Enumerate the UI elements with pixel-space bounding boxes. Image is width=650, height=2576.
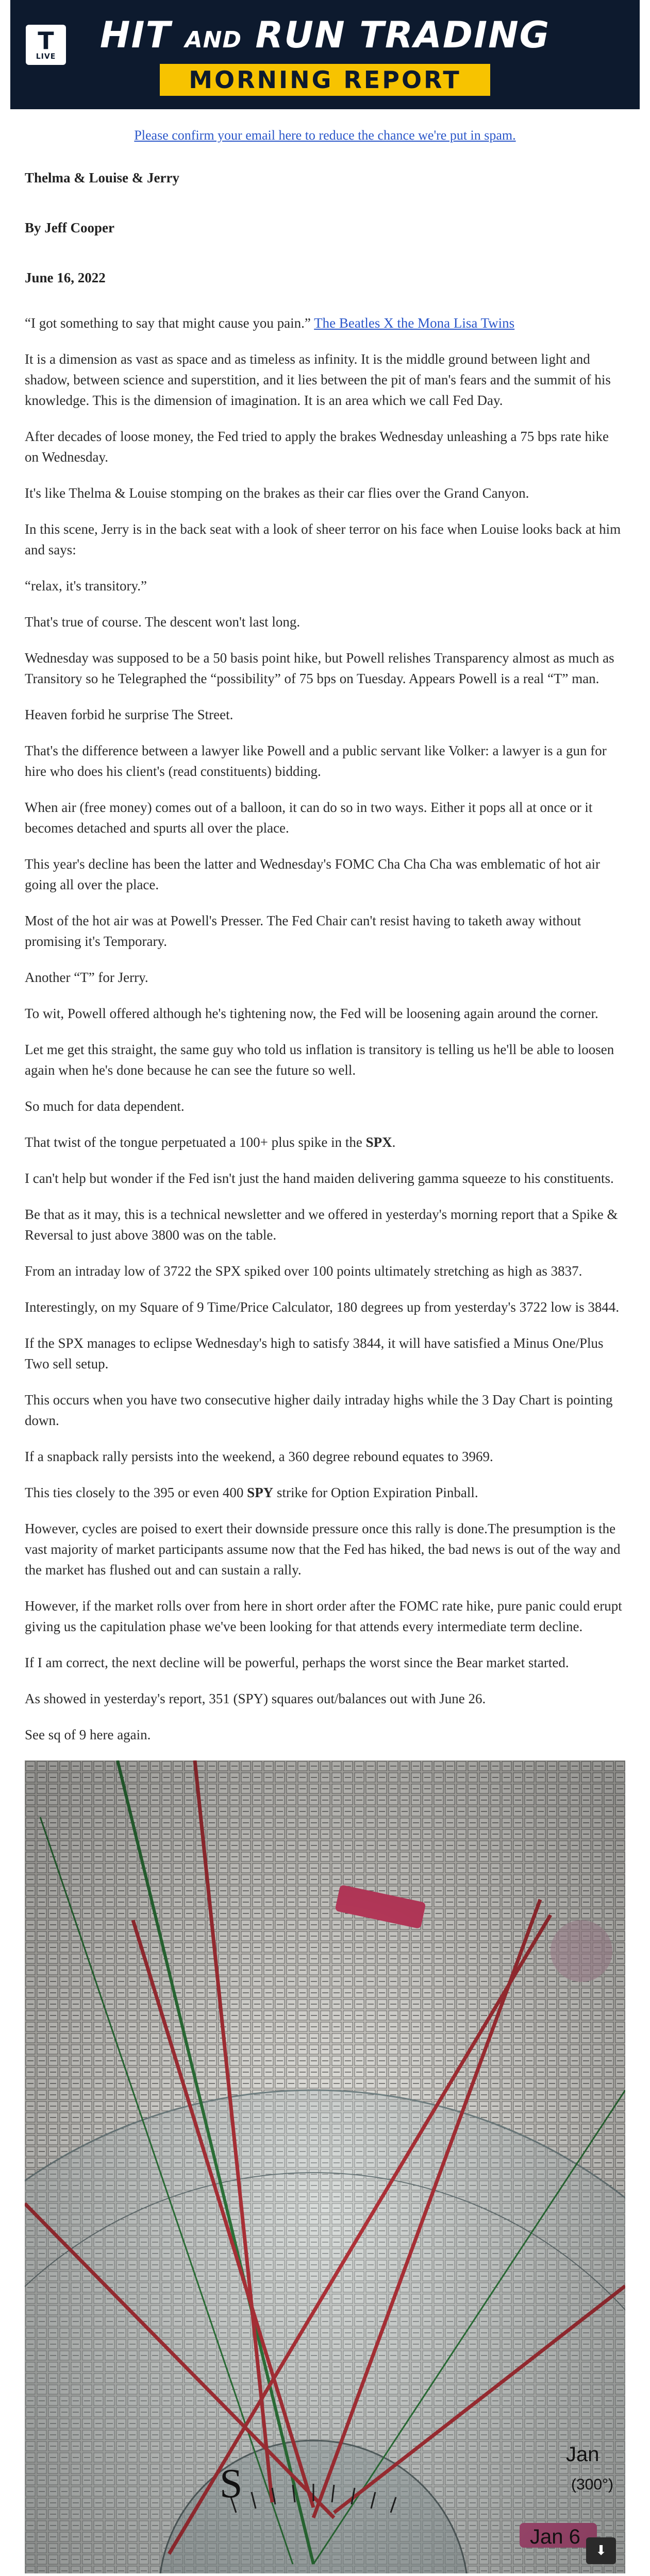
- confirm-email-section: [0, 128, 650, 143]
- body-paragraph: Another “T” for Jerry.: [25, 970, 148, 985]
- body-paragraph: It's like Thelma & Louise stomping on the brakes as their car flies over the Grand Canyon.: [25, 485, 529, 501]
- body-paragraph: “relax, it's transitory.”: [25, 578, 147, 594]
- square-of-nine-photo: [25, 1760, 625, 2573]
- body-paragraph: In this scene, Jerry is in the back seat with a look of sheer terror on his face when Louise looks back at him and says:: [25, 521, 621, 557]
- body-paragraph: If the SPX manages to eclipse Wednesday's high to satisfy 3844, it will have satisfied a Minus One/Plus Two sell setup.: [25, 1335, 604, 1371]
- body-paragraph: If I am correct, the next decline will be powerful, perhaps the worst since the Bear market started.: [25, 1655, 569, 1670]
- body-paragraph: That's true of course. The descent won't last long.: [25, 614, 301, 630]
- body-paragraph: However, cycles are poised to exert their downside pressure once this rally is done.The presumption is the vast majority of market participants assume now that the Fed has hiked, the bad news is out of the way and the market has flushed out and can sustain a rally.: [25, 1521, 621, 1578]
- quote-link[interactable]: The Beatles X the Mona Lisa Twins: [314, 315, 515, 331]
- spy-text-pre: This ties closely to the 395 or even 400: [25, 1485, 247, 1500]
- brand-word-hit: HIT: [99, 14, 172, 56]
- body-paragraph: When air (free money) comes out of a balloon, it can do so in two ways. Either it pops all at once or it becomes detached and spurts all over the place.: [25, 800, 593, 836]
- paragraph-group-2: [25, 1168, 625, 1467]
- logo-letter: T: [38, 27, 54, 55]
- body-paragraph: Heaven forbid he surprise The Street.: [25, 707, 234, 722]
- brand-subtitle: MORNING REPORT: [160, 64, 490, 96]
- body-paragraph: If a snapback rally persists into the weekend, a 360 degree rebound equates to 3969.: [25, 1449, 493, 1464]
- spx-bold: SPX: [365, 1134, 392, 1150]
- paragraph-group-3: [25, 1518, 625, 1745]
- tlive-logo: [26, 25, 66, 65]
- body-paragraph: Be that as it may, this is a technical newsletter and we offered in yesterday's morning report that a Spike & Reversal to just above 3800 was on the table.: [25, 1207, 618, 1243]
- article: [0, 170, 650, 2576]
- body-paragraph: As showed in yesterday's report, 351 (SPY) squares out/balances out with June 26.: [25, 1691, 486, 1706]
- body-paragraph: After decades of loose money, the Fed tried to apply the brakes Wednesday unleashing a 75 bps rate hike on Wednesday.: [25, 429, 609, 465]
- brand: [100, 13, 550, 96]
- body-paragraph: This year's decline has been the latter and Wednesday's FOMC Cha Cha Cha was emblematic of hot air going all over the place.: [25, 856, 601, 892]
- photo-label-jan6: Jan 6: [530, 2526, 580, 2548]
- article-byline: By Jeff Cooper: [25, 220, 114, 235]
- brand-word-run-trading: RUN TRADING: [255, 14, 551, 56]
- photo-label-jan: Jan: [566, 2443, 599, 2466]
- body-paragraph: However, if the market rolls over from here in short order after the FOMC rate hike, pure panic could erupt giving us the capitulation phase we've been looking for that attends every intermediate term decline.: [25, 1598, 622, 1634]
- spy-bold: SPY: [247, 1485, 274, 1500]
- square-of-nine-drawing: [25, 1760, 625, 2573]
- quote-text: “I got something to say that might cause you pain.”: [25, 315, 314, 331]
- body-paragraph: Most of the hot air was at Powell's Presser. The Fed Chair can't resist having to taketh away without promising it's Temporary.: [25, 913, 581, 949]
- body-paragraph: This occurs when you have two consecutive higher daily intraday highs while the 3 Day Chart is pointing down.: [25, 1392, 613, 1428]
- body-paragraph: So much for data dependent.: [25, 1098, 185, 1114]
- photo-label-s: S: [220, 2461, 243, 2506]
- brand-word-and: AND: [185, 27, 242, 53]
- confirm-email-link[interactable]: Please confirm your email here to reduce the chance we're put in spam.: [134, 128, 516, 143]
- spy-paragraph: [25, 1482, 625, 1503]
- spx-text-post: .: [392, 1134, 396, 1150]
- body-paragraph: That's the difference between a lawyer like Powell and a public servant like Volker: a lawyer is a gun for hire who does his client's (read constituents) bidding.: [25, 743, 607, 779]
- body-paragraph: It is a dimension as vast as space and as timeless as infinity. It is the middle ground between light and shadow, between science and superstition, and it lies between the pit of man's fears and the summit of his knowledge. This is the dimension of imagination. It is an area which we call Fed Day.: [25, 351, 611, 408]
- body-paragraph: See sq of 9 here again.: [25, 1727, 151, 1742]
- body-paragraph: Interestingly, on my Square of 9 Time/Price Calculator, 180 degrees up from yesterday's 3722 low is 3844.: [25, 1299, 620, 1315]
- photo-label-300: (300°): [571, 2476, 614, 2493]
- spx-text-pre: That twist of the tongue perpetuated a 100+ plus spike in the: [25, 1134, 366, 1150]
- body-paragraph: From an intraday low of 3722 the SPX spiked over 100 points ultimately stretching as high as 3837.: [25, 1263, 582, 1279]
- logo-live-text: LIVE: [36, 53, 56, 61]
- spy-text-post: strike for Option Expiration Pinball.: [273, 1485, 478, 1500]
- body-paragraph: To wit, Powell offered although he's tightening now, the Fed will be loosening again around the corner.: [25, 1006, 598, 1021]
- article-title: Thelma & Louise & Jerry: [25, 170, 179, 185]
- quote-paragraph: [25, 313, 625, 333]
- header-banner-wrap: [0, 0, 650, 109]
- header-banner: [10, 0, 640, 109]
- spx-paragraph: [25, 1132, 625, 1153]
- brand-title: [100, 13, 550, 62]
- article-date: June 16, 2022: [25, 270, 106, 285]
- paragraph-group-1: [25, 349, 625, 1116]
- body-paragraph: Wednesday was supposed to be a 50 basis point hike, but Powell relishes Transparency almost as much as Transitory so he Telegraphed the “possibility” of 75 bps on Tuesday. Appears Powell is a real “T” man.: [25, 650, 614, 686]
- download-icon[interactable]: ⬇: [586, 2537, 616, 2564]
- body-paragraph: Let me get this straight, the same guy who told us inflation is transitory is telling us he'll be able to loosen again when he's done because he can see the future so well.: [25, 1042, 614, 1078]
- body-paragraph: I can't help but wonder if the Fed isn't just the hand maiden delivering gamma squeeze to his constituents.: [25, 1171, 614, 1186]
- article-header: [25, 170, 625, 286]
